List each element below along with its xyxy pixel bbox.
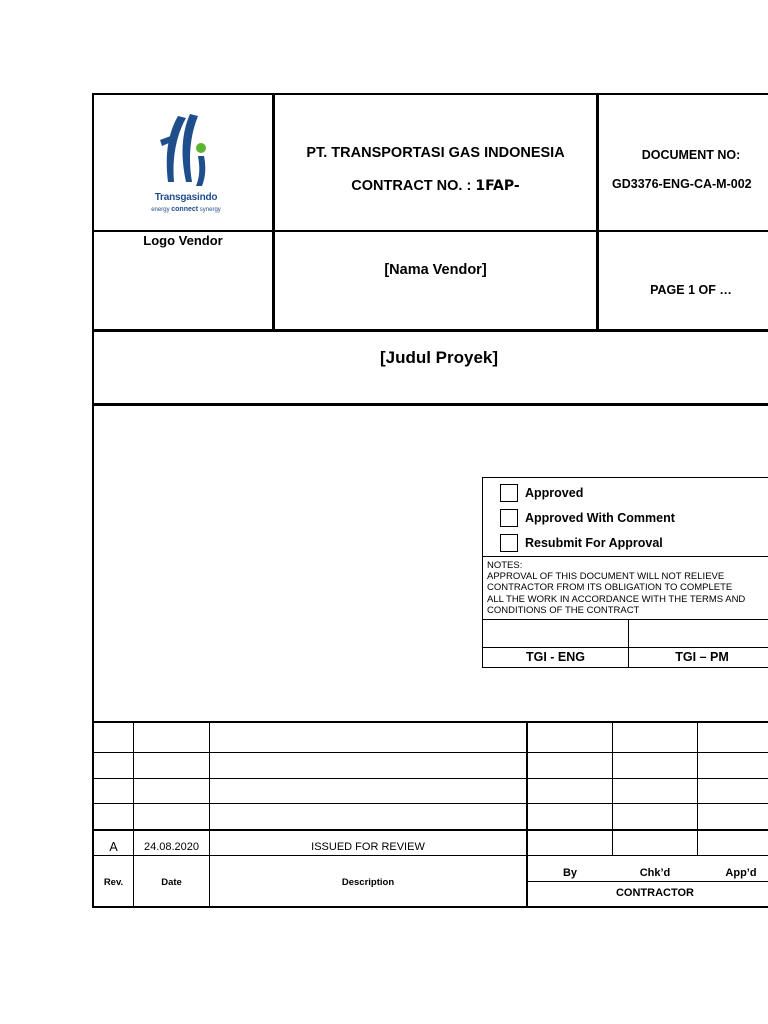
approved-with-comment-checkbox[interactable] [500, 509, 518, 527]
notes-line: NOTES: [487, 560, 523, 571]
logo-mark-icon [140, 110, 236, 190]
logo-vendor: Logo Vendor [143, 233, 223, 248]
contract-value: 1FAP- [475, 178, 520, 194]
approved-label: Approved [525, 486, 584, 500]
notes-line: ALL THE WORK IN ACCORDANCE WITH THE TERMS AND [487, 593, 746, 605]
header-date: Date [161, 877, 182, 888]
tagline-connect: connect [171, 206, 199, 213]
document-no-value: GD3376-ENG-CA-M-002 [612, 177, 752, 191]
resubmit-checkbox[interactable] [500, 534, 518, 552]
tagline-synergy: synergy [199, 207, 221, 213]
date-value: 24.08.2020 [143, 841, 200, 853]
rev-value: A [109, 840, 118, 854]
vendor-name: [Nama Vendor] [384, 262, 487, 278]
header-contractor: CONTRACTOR [615, 887, 694, 899]
contract-label: CONTRACT NO. : [351, 178, 472, 194]
resubmit-label: Resubmit For Approval [525, 536, 663, 550]
transgasindo-logo [140, 110, 236, 220]
logo-tagline [140, 206, 232, 213]
sign-tgi-eng: TGI - ENG [525, 650, 586, 664]
header-rev: Rev. [103, 877, 124, 888]
header-appd: App’d [725, 867, 757, 879]
approved-with-comment-label: Approved With Comment [525, 511, 675, 525]
notes-line: CONDITIONS OF THE CONTRACT [487, 604, 640, 616]
tagline-energy: energy [151, 207, 170, 213]
sign-tgi-pm: TGI – PM [675, 650, 729, 664]
header-chkd: Chk’d [639, 867, 671, 879]
notes-line: CONTRACTOR FROM ITS OBLIGATION TO COMPLETE [487, 582, 733, 594]
logo-text: Transgasindo [154, 192, 218, 203]
description-value: ISSUED FOR REVIEW [311, 841, 425, 853]
approval-notes [487, 560, 768, 616]
project-title: [Judul Proyek] [379, 348, 499, 367]
header-by: By [562, 867, 578, 879]
header-description: Description [341, 877, 395, 888]
page-info: PAGE 1 OF … [650, 283, 732, 297]
company-name: PT. TRANSPORTASI GAS INDONESIA [306, 145, 565, 161]
contract-number [275, 178, 596, 194]
approved-checkbox[interactable] [500, 484, 518, 502]
notes-line: APPROVAL OF THIS DOCUMENT WILL NOT RELIEVE [487, 571, 725, 583]
document-no-label: DOCUMENT NO: [641, 148, 741, 162]
